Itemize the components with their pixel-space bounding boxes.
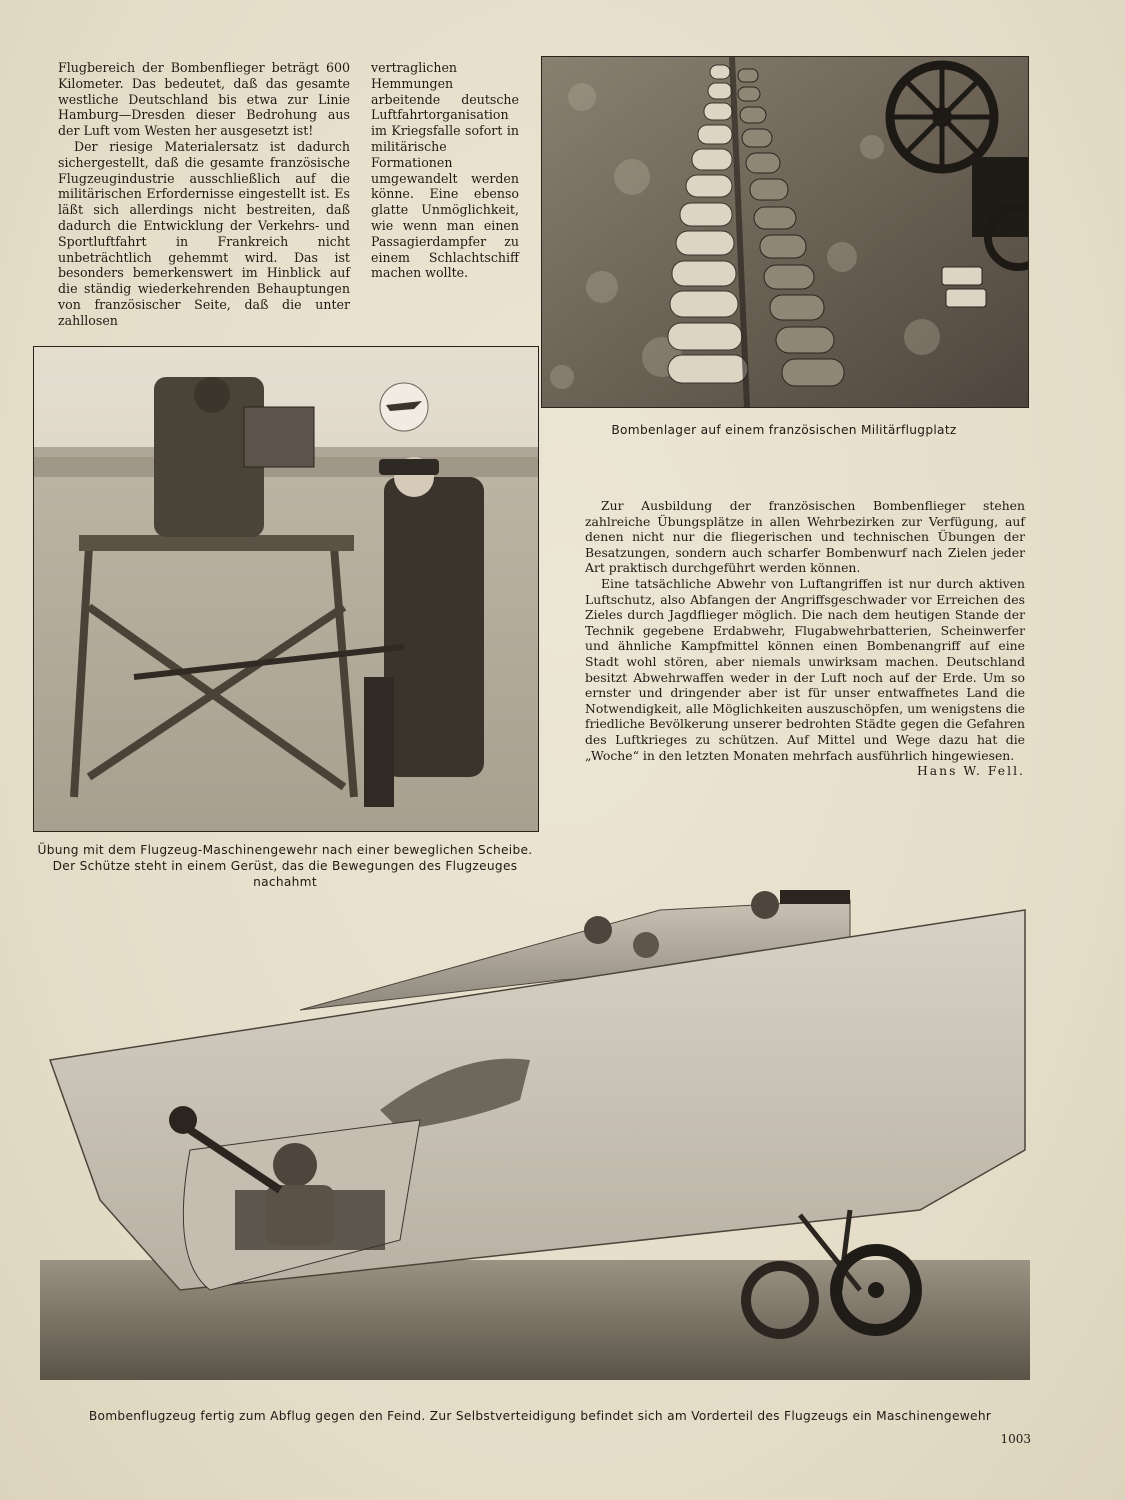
- paragraph: Eine tatsächliche Abwehr von Luftangriffen ist nur durch aktiven Luftschutz, also Abfangen der Angriffsgeschwader vor Erreichen des Zieles durch Jagdflieger möglich. Die nach dem heutigen Stande der Technik gegebene Erdabwehr, Flugabwehrbatterien, Scheinwerfer und ähnliche Kampfmittel können einen Bombenangriff auf eine Stadt wohl stören, aber niemals unwirksam machen. Deutschland besitzt Abwehrwaffen weder in der Luft noch auf der Erde. Um so ernster und dringender aber ist für unser entwaffnetes Land die Notwendigkeit, alle Möglichkeiten auszuschöpfen, um wenigstens die friedliche Bevölkerung unserer bedrohten Städte gegen die Gefahren des Luftkrieges zu schützen. Auf Mittel und Wege dazu hat die „Woche“ in den letzten Monaten mehrfach ausführlich hingewiesen.: [585, 575, 1025, 763]
- caption-gunner-training: Übung mit dem Flugzeug-Maschinengewehr nach einer beweglichen Scheibe. Der Schütze steht in einem Gerüst, das die Bewegungen des Flugzeuges nachahmt: [37, 843, 533, 889]
- signature-line: [585, 763, 1025, 779]
- paragraph: vertraglichen Hemmungen arbeitende deutsche Luftfahrtorganisation im Kriegsfalle sofort in militärische Formationen umgewandelt werden könne. Eine ebenso glatte Unmöglichkeit, wie wenn man einen Passagierdampfer zu einem Schlachtschiff machen wollte.: [371, 60, 519, 281]
- article-column-1: [58, 60, 350, 329]
- photo-bomber-aircraft: [40, 820, 1030, 1380]
- photo-bomb-storage: [541, 56, 1029, 408]
- caption-bomb-storage: Bombenlager auf einem französischen Militärflugplatz: [611, 423, 957, 437]
- caption-bomber-aircraft: Bombenflugzeug fertig zum Abflug gegen den Feind. Zur Selbstverteidigung befindet sich am Vorderteil des Flugzeugs ein Maschinengewehr: [88, 1409, 992, 1423]
- author-signature: Hans W. Fell.: [916, 763, 1025, 779]
- article-column-3: [585, 498, 1025, 779]
- paragraph: Der riesige Materialersatz ist dadurch sichergestellt, daß die gesamte französische Flugzeugindustrie ausschließlich auf die militärischen Erfordernisse eingestellt ist. Es läßt sich allerdings nicht bestreiten, daß dadurch die Entwicklung der Verkehrs- und Sportluftfahrt in Frankreich nicht unbeträchtlich gehemmt wird. Das ist besonders bemerkenswert im Hinblick auf die ständig wiederkehrenden Behauptungen von französischer Seite, daß die unter zahllosen: [58, 138, 350, 328]
- gunner-training-image: [34, 347, 538, 831]
- paragraph: Flugbereich der Bombenflieger beträgt 600 Kilometer. Das bedeutet, daß das gesamte westliche Deutschland bis etwa zur Linie Hamburg—Dresden dieser Bedrohung aus der Luft vom Westen her ausgesetzt ist!: [58, 60, 350, 139]
- bomb-storage-image: [542, 57, 1028, 407]
- bomber-aircraft-image: [40, 820, 1030, 1380]
- paragraph: Zur Ausbildung der französischen Bombenflieger stehen zahlreiche Übungsplätze in allen Wehrbezirken zur Verfügung, auf denen nicht nur die fliegerischen und technischen Übungen der Besatzungen, sondern auch scharfer Bombenwurf nach Zielen jeder Art praktisch durchgeführt werden können.: [585, 498, 1025, 576]
- photo-gunner-training: [33, 346, 539, 832]
- article-column-2: [371, 60, 519, 281]
- page-number: 1003: [1000, 1432, 1031, 1446]
